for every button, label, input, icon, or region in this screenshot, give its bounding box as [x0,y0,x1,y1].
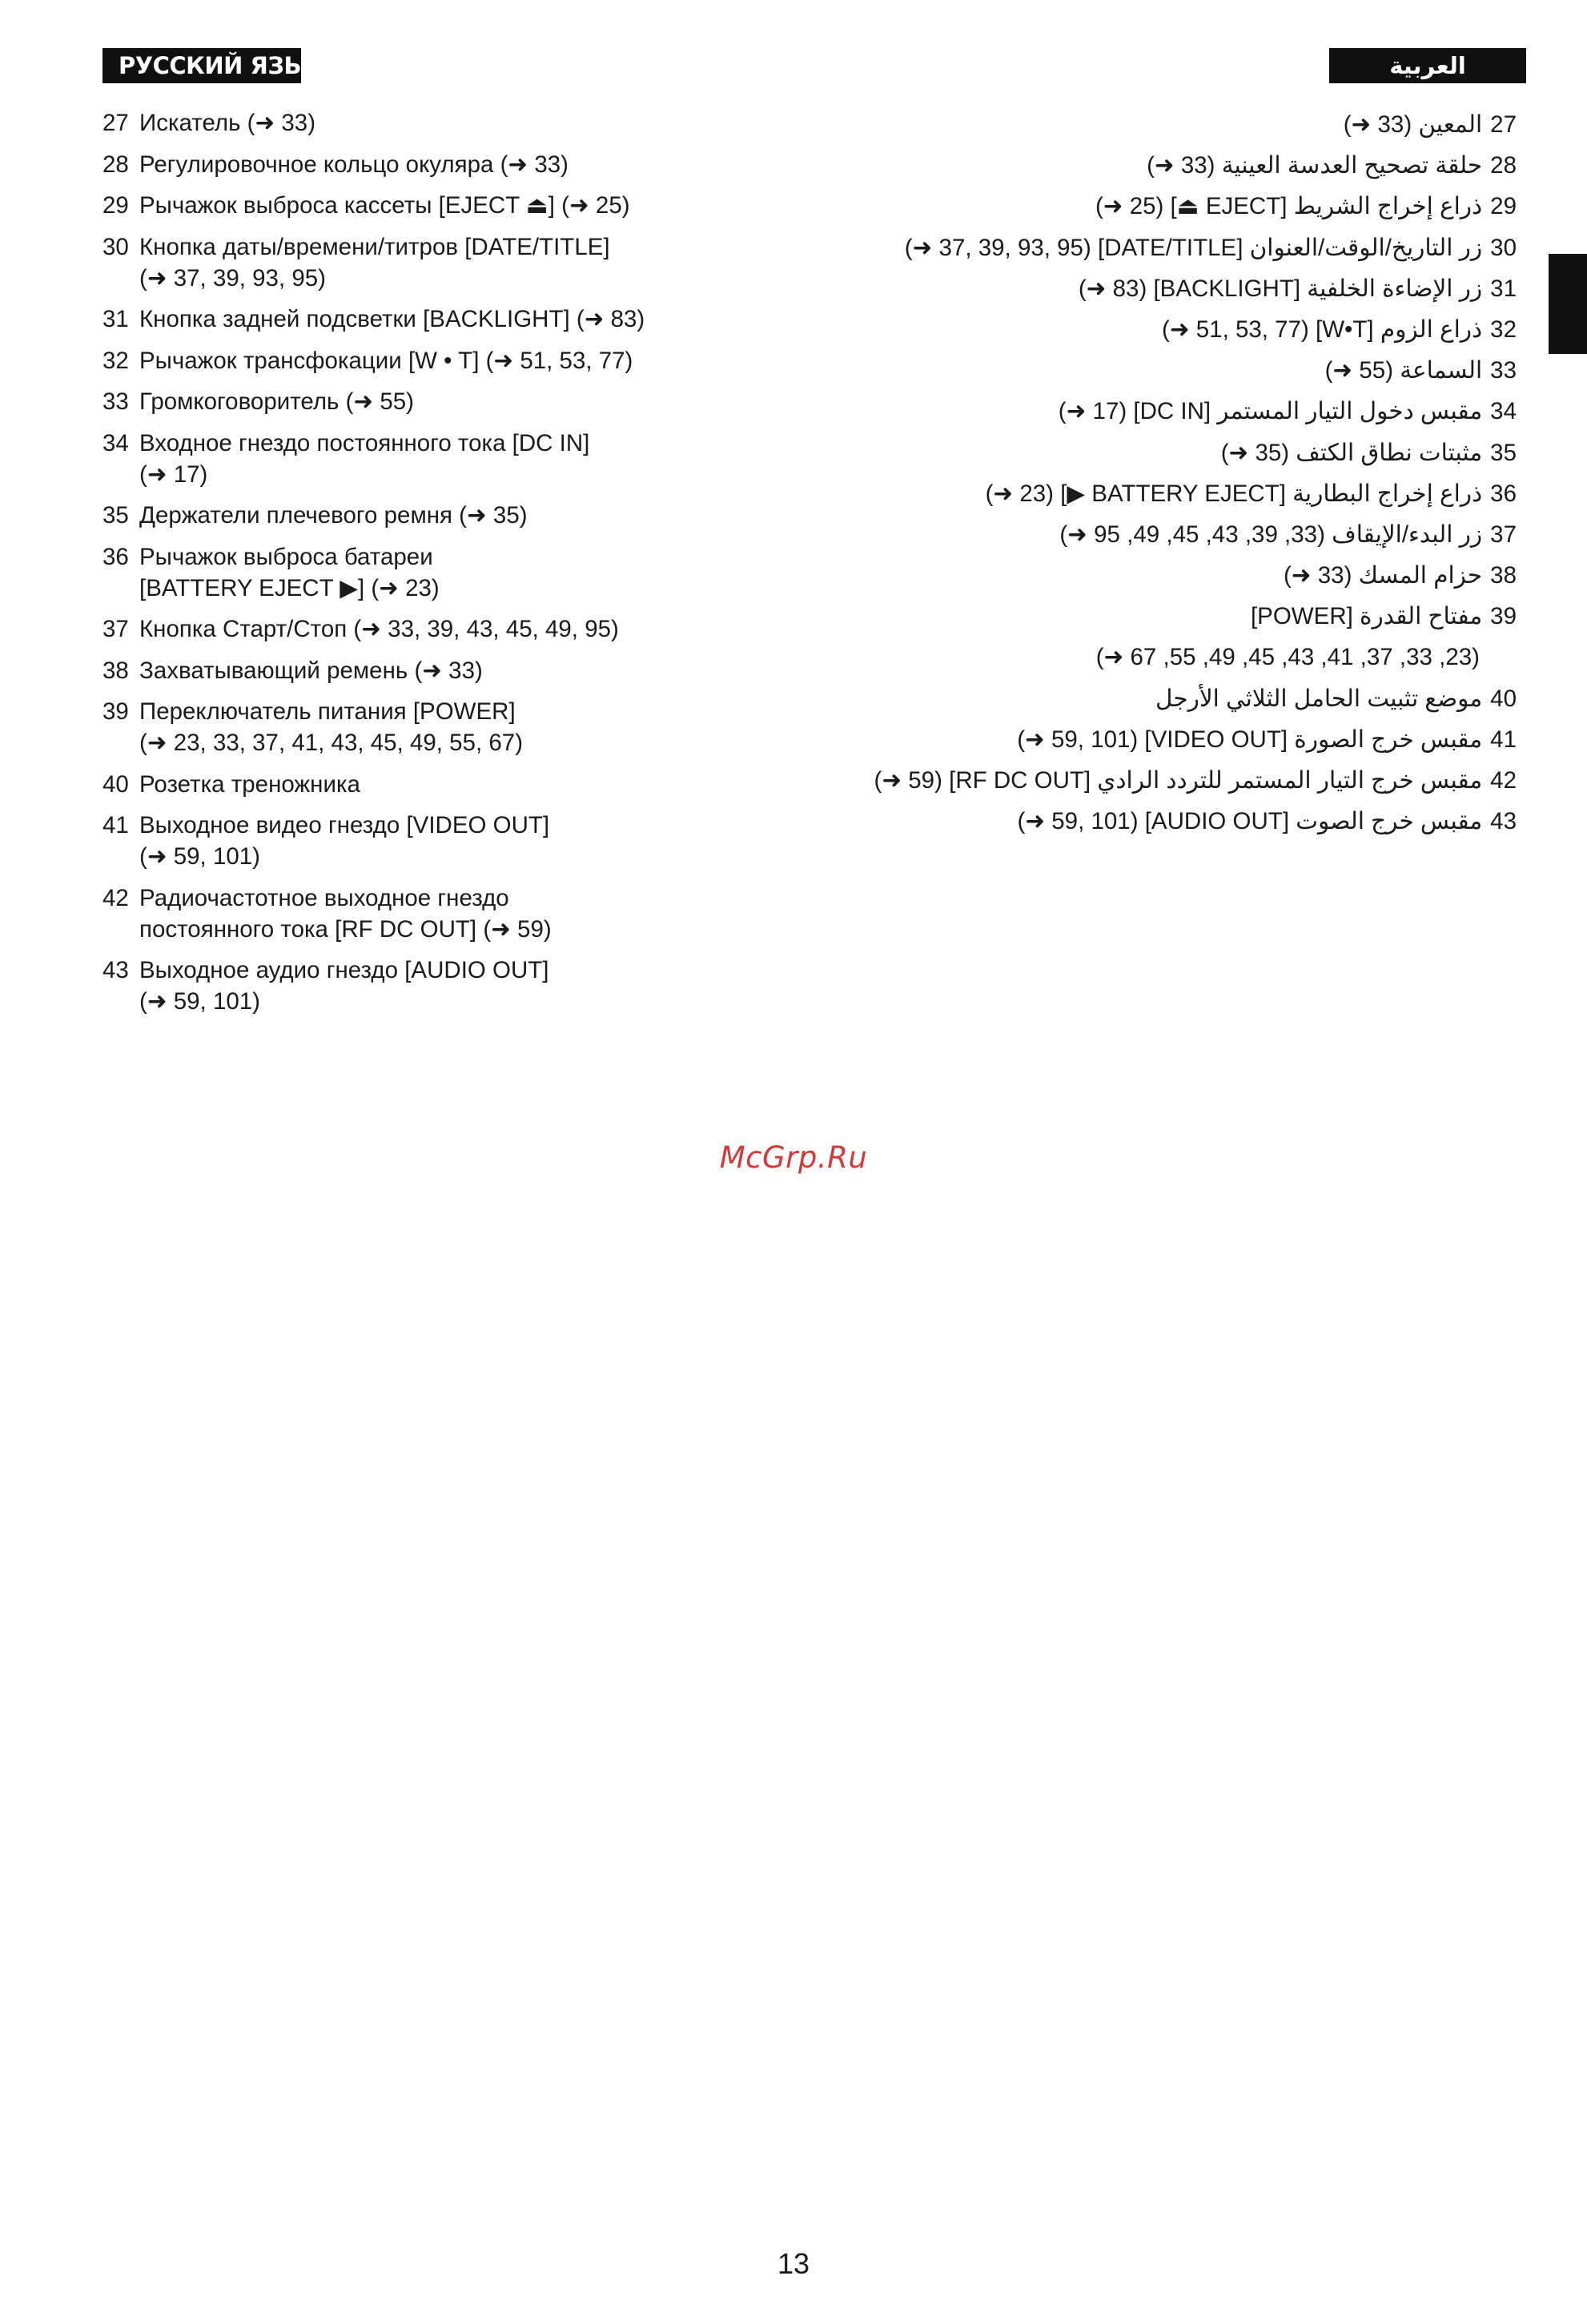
item-number: 40 [1490,685,1517,712]
item-description: مثبتات نطاق الكتف (35 ➜) [1220,439,1483,466]
item-text-line: Радиочастотное выходное гнездо [139,884,509,911]
item-description [139,149,775,180]
russian-list-item [102,304,775,335]
item-description [139,304,775,335]
item-description: مقبس خرج الصوت [AUDIO OUT] (59, 101 ➜) [1017,808,1483,835]
item-text-line: Рычажок выброса батареи [139,543,433,570]
item-number: 43 [1490,808,1517,835]
arabic-list-item [796,396,1517,427]
item-number: 43 [102,957,129,983]
item-description: زر البدء/الإيقاف (33, 39, 43, 45, 49, 95 ➜) [1059,521,1483,548]
russian-list-item [102,541,775,604]
russian-list-item [102,190,775,221]
item-number: 30 [102,233,129,260]
item-number: 32 [1490,316,1517,343]
arabic-list-item [796,806,1517,837]
item-number: 28 [1490,152,1517,179]
russian-list-item [102,107,775,139]
item-description: زر التاريخ/الوقت/العنوان [DATE/TITLE] (37, 39, 93, 95 ➜) [904,234,1483,261]
item-description: مقبس خرج الصورة [VIDEO OUT] (59, 101 ➜) [1017,726,1483,753]
item-number: 32 [102,347,129,374]
item-number: 29 [102,192,129,219]
russian-list-item [102,500,775,531]
item-number: 29 [1490,193,1517,220]
item-description [139,655,775,686]
item-text-line: (➜ 23, 33, 37, 41, 43, 45, 49, 55, 67) [139,730,524,756]
item-number: 37 [1490,521,1517,548]
item-number: 35 [102,502,129,529]
item-text-line: Входное гнездо постоянного тока [DC IN] [139,429,590,456]
item-text-line: (➜ 17) [139,460,208,488]
item-number: 35 [1490,439,1517,466]
arabic-list-item [796,315,1517,345]
item-text-line: Рычажок выброса кассеты [EJECT ⏏] (➜ 25) [139,192,630,219]
section-thumb-tab [1549,254,1587,354]
item-text-line: постоянного тока [RF DC OUT] (➜ 59) [139,915,552,943]
item-text-line: Рычажок трансфокации [W • T] (➜ 51, 53, 77) [139,347,633,374]
russian-language-badge: РУССКИЙ ЯЗЫК [102,48,301,83]
item-description: مقبس دخول التيار المستمر [DC IN] (17 ➜) [1058,398,1483,425]
item-text-line: (➜ 37, 39, 93, 95) [139,264,326,292]
russian-list-item [102,428,775,490]
item-number: 34 [1490,398,1517,425]
item-description [139,428,775,490]
arabic-list-item [796,191,1517,222]
item-description [139,500,775,531]
item-description [139,810,775,872]
item-text-line: (➜ 59, 101) [139,988,260,1015]
arabic-list-item [796,561,1517,591]
site-watermark: McGrp.Ru [719,1140,868,1175]
arabic-list-item [796,479,1517,509]
russian-list-item [102,769,775,800]
item-text-line: Кнопка задней подсветки [BACKLIGHT] (➜ 83) [139,306,645,332]
arabic-language-badge: العربية [1329,48,1526,83]
russian-list-item [102,613,775,645]
item-text-line: Выходное видео гнездо [VIDEO OUT] [139,812,550,838]
item-number: 36 [1490,480,1517,507]
arabic-list-item [796,110,1517,140]
russian-parts-list [102,107,775,1027]
item-text-line: Переключатель питания [POWER] [139,698,516,725]
item-description: موضع تثبيت الحامل الثلاثي الأرجل [1155,685,1483,712]
item-description: المعين (33 ➜) [1343,111,1483,138]
item-description: مفتاح القدرة [POWER] [1250,603,1483,630]
item-description [139,883,775,945]
item-description [139,231,775,294]
item-description: ذراع إخراج الشريط [EJECT ⏏] (25 ➜) [1095,193,1483,220]
item-text-line: Регулировочное кольцо окуляра (➜ 33) [139,151,569,178]
item-text-line: Громкоговоритель (➜ 55) [139,388,414,415]
item-text-line: [BATTERY EJECT ▶] (➜ 23) [139,574,440,601]
item-text-line: Держатели плечевого ремня (➜ 35) [139,502,528,529]
item-description: (23, 33, 37, 41, 43, 45, 49, 55, 67 ➜) [1095,644,1480,671]
item-description [139,613,775,645]
item-number: 31 [102,306,129,332]
arabic-list-item [796,356,1517,386]
item-number: 38 [1490,562,1517,589]
item-number: 33 [1490,357,1517,384]
arabic-list-item [796,233,1517,263]
page-number: 13 [777,2247,810,2280]
item-text-line: (➜ 59, 101) [139,843,260,870]
item-description: السماعة (55 ➜) [1324,357,1483,384]
item-number: 27 [1490,111,1517,138]
item-description [139,345,775,376]
item-text-line: Кнопка Старт/Стоп (➜ 33, 39, 43, 45, 49, 95) [139,616,619,642]
item-text-line: Захватывающий ремень (➜ 33) [139,657,483,684]
item-number: 41 [102,812,129,838]
item-description [139,769,775,800]
russian-list-item [102,955,775,1017]
item-number: 42 [1490,767,1517,794]
item-number: 39 [102,698,129,725]
item-description: مقبس خرج التيار المستمر للتردد الرادي [RF DC OUT] (59 ➜) [874,767,1483,794]
item-description: زر الإضاءة الخلفية [BACKLIGHT] (83 ➜) [1078,275,1483,302]
item-number: 38 [102,657,129,684]
arabic-list-item [796,766,1517,796]
item-description [139,955,775,1017]
item-description: حزام المسك (33 ➜) [1283,562,1483,589]
item-number: 36 [102,543,129,570]
arabic-list-item [796,684,1517,714]
russian-list-item [102,386,775,417]
item-number: 28 [102,151,129,178]
arabic-list-item [796,520,1517,550]
item-number: 39 [1490,603,1517,630]
item-description: ذراع الزوم [W•T] (51, 53, 77 ➜) [1162,316,1483,343]
russian-list-item [102,883,775,945]
item-description [139,190,775,221]
arabic-list-item [796,642,1517,673]
arabic-parts-list [796,110,1517,847]
item-number: 37 [102,616,129,642]
item-description [139,386,775,417]
item-number: 30 [1490,234,1517,261]
russian-list-item [102,231,775,294]
russian-list-item [102,655,775,686]
item-number: 34 [102,429,129,456]
item-text-line: Розетка треножника [139,770,360,798]
arabic-list-item [796,151,1517,181]
arabic-list-item [796,274,1517,304]
russian-list-item [102,345,775,376]
item-description: حلقة تصحيح العدسة العينية (33 ➜) [1147,152,1483,179]
russian-list-item [102,810,775,872]
arabic-list-item [796,438,1517,468]
item-text-line: Кнопка даты/времени/титров [DATE/TITLE] [139,233,610,260]
item-text-line: Искатель (➜ 33) [139,110,316,136]
item-description [139,541,775,604]
item-number: 33 [102,388,129,415]
item-number: 41 [1490,726,1517,753]
item-description: ذراع إخراج البطارية [BATTERY EJECT ▶] (23 ➜) [985,480,1483,507]
item-number: 40 [102,770,129,798]
item-number: 27 [102,110,129,136]
russian-list-item [102,696,775,758]
item-text-line: Выходное аудио гнездо [AUDIO OUT] [139,957,549,983]
russian-list-item [102,149,775,180]
item-number: 31 [1490,275,1517,302]
item-number: 42 [102,884,129,911]
arabic-list-item [796,601,1517,632]
arabic-list-item [796,725,1517,755]
item-description [139,696,775,758]
item-description [139,107,775,139]
